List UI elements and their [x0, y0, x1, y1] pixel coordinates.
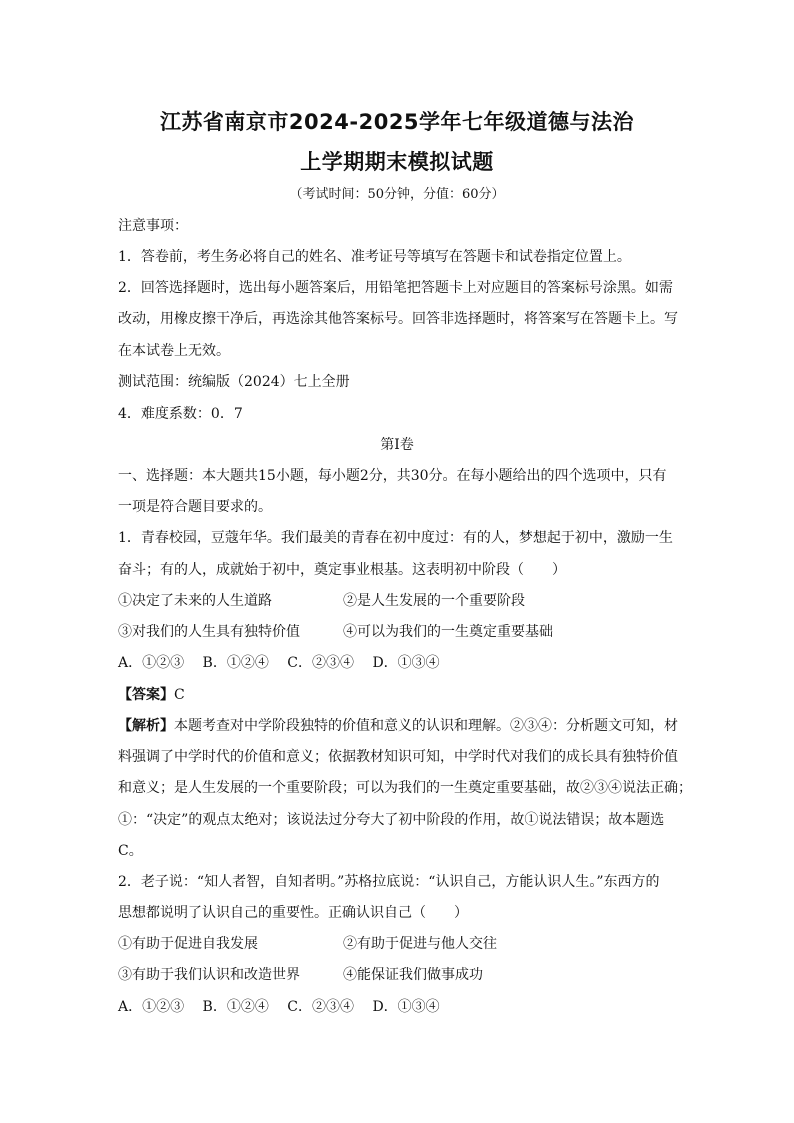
volume-heading: 第Ⅰ卷	[380, 437, 414, 453]
q1-statement-1: ①决定了未来的人生道路	[118, 593, 272, 609]
q2-statement-3: ③有助于我们认识和改造世界	[118, 967, 300, 983]
q2-statement-4: ④能保证我们做事成功	[343, 967, 483, 983]
difficulty: 4．难度系数：0．7	[118, 406, 243, 422]
answer-value: C	[174, 687, 185, 703]
answer-tag: 【答案】	[118, 687, 174, 703]
exam-title-line2: 上学期期末模拟试题	[300, 150, 494, 174]
q1-analysis-line4: ①：“决定”的观点太绝对；该说法过分夸大了初中阶段的作用，故①说法错误；故本题选	[118, 812, 665, 828]
note-2-line3: 在本试卷上无效。	[118, 343, 230, 359]
test-scope: 测试范围：统编版（2024）七上全册	[118, 374, 350, 390]
analysis-text: 本题考查对中学阶段独特的价值和意义的认识和理解。②③④：分析题文可知，材	[174, 718, 678, 734]
q2-statement-2: ②有助于促进与他人交往	[343, 936, 497, 952]
exam-title-line1: 江苏省南京市2024-2025学年七年级道德与法治	[159, 110, 635, 134]
q1-analysis-line1	[118, 716, 678, 736]
q2-stem-line1: 2．老子说：“知人者智，自知者明。”苏格拉底说：“认识自己，方能认识人生。”东西方的	[118, 874, 660, 890]
q1-analysis-line2: 料强调了中学时代的价值和意义；依据教材知识可知，中学时代对我们的成长具有独特价值	[118, 749, 678, 765]
q1-analysis-line3: 和意义；是人生发展的一个重要阶段；可以为我们的一生奠定重要基础，故②③④说法正确；	[118, 780, 692, 796]
q1-analysis-line5: C。	[118, 843, 143, 859]
note-2-line1: 2．回答选择题时，选出每小题答案后，用铅笔把答题卡上对应题目的答案标号涂黑。如需	[118, 280, 673, 296]
q2-statement-1: ①有助于促进自我发展	[118, 936, 258, 952]
q1-stem-line2: 奋斗；有的人，成就始于初中，奠定事业根基。这表明初中阶段（ ）	[118, 562, 566, 578]
q1-statement-4: ④可以为我们的一生奠定重要基础	[343, 624, 553, 640]
note-1: 1．答卷前，考生务必将自己的姓名、准考证号等填写在答题卡和试卷指定位置上。	[118, 249, 631, 265]
notes-heading: 注意事项：	[118, 218, 188, 234]
q1-choices: A．①②③ B．①②④ C．②③④ D．①③④	[118, 655, 440, 671]
q1-stem-line1: 1．青春校园，豆蔻年华。我们最美的青春在初中度过：有的人，梦想起于初中，激励一生	[118, 530, 673, 546]
analysis-tag: 【解析】	[118, 718, 174, 734]
section-intro-line1: 一、选择题：本大题共15小题，每小题2分，共30分。在每小题给出的四个选项中，只有	[118, 468, 667, 484]
q2-choices: A．①②③ B．①②④ C．②③④ D．①③④	[118, 999, 440, 1015]
q1-answer	[118, 685, 678, 705]
section-intro-line2: 一项是符合题目要求的。	[118, 499, 272, 515]
q2-stem-line2: 思想都说明了认识自己的重要性。正确认识自己（ ）	[118, 905, 468, 921]
exam-info: （考试时间：50分钟，分值：60分）	[289, 187, 505, 202]
note-2-line2: 改动，用橡皮擦干净后，再选涂其他答案标号。回答非选择题时，将答案写在答题卡上。写	[118, 311, 678, 327]
q1-statement-3: ③对我们的人生具有独特价值	[118, 624, 300, 640]
q1-statement-2: ②是人生发展的一个重要阶段	[343, 593, 525, 609]
